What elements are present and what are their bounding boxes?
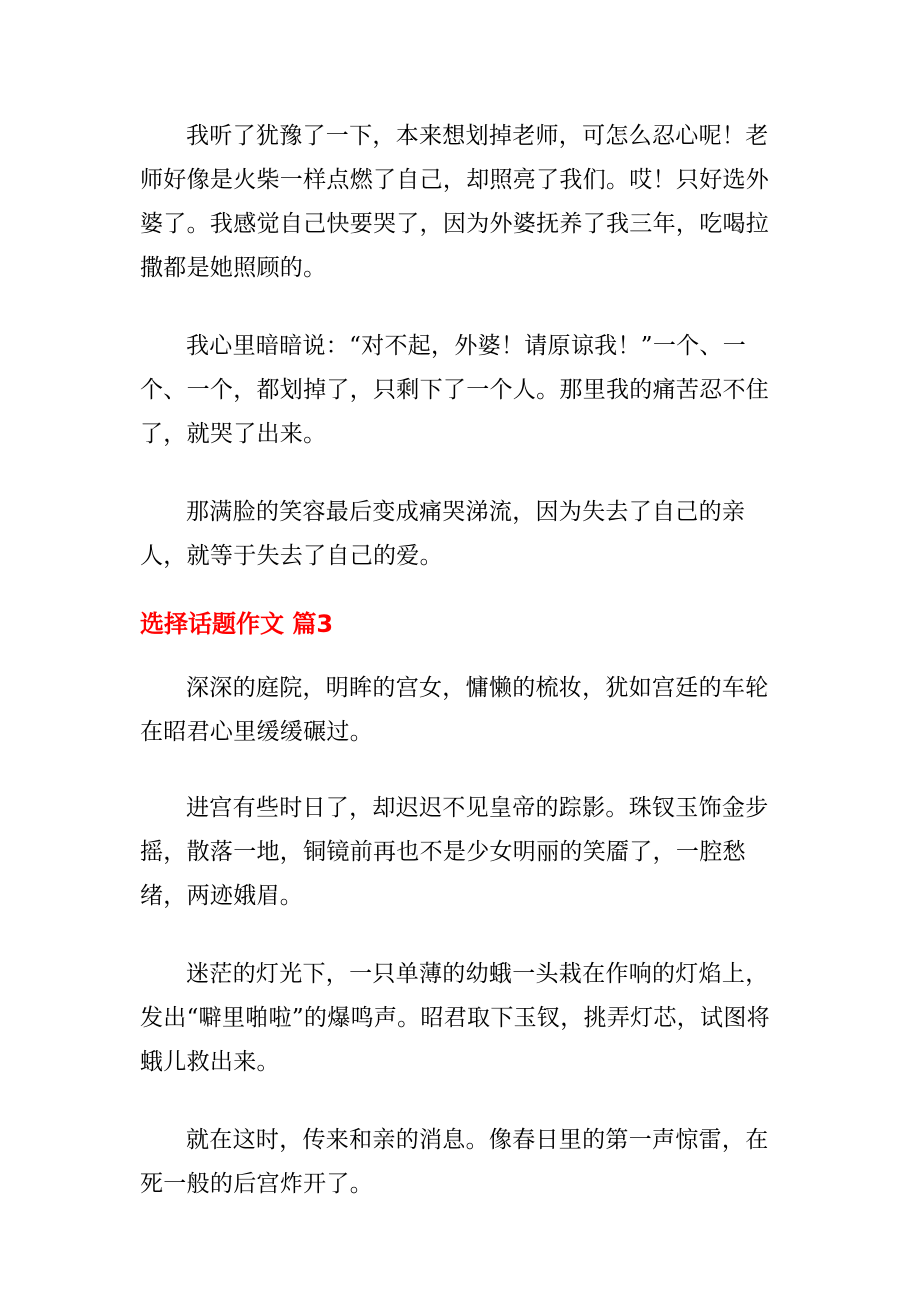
paragraph-5: 进宫有些时日了，却迟迟不见皇帝的踪影。珠钗玉饰金步摇，散落一地，铜镜前再也不是少女明丽的笑靥了，一腔愁绪，两迹娥眉。 bbox=[140, 795, 769, 909]
section-heading: 选择话题作文 篇3 bbox=[140, 610, 334, 638]
paragraph-7: 就在这时，传来和亲的消息。像春日里的第一声惊雷，在死一般的后宫炸开了。 bbox=[140, 1127, 769, 1197]
paragraph-2: 我心里暗暗说：“对不起，外婆！请原谅我！”一个、一个、一个，都划掉了，只剩下了一个人。那里我的痛苦忍不住了，就哭了出来。 bbox=[140, 333, 770, 447]
paragraph-3: 那满脸的笑容最后变成痛哭涕流，因为失去了自己的亲人，就等于失去了自己的爱。 bbox=[140, 499, 746, 569]
paragraph-6: 迷茫的灯光下，一只单薄的幼蛾一头栽在作响的灯焰上，发出“噼里啪啦”的爆鸣声。昭君取下玉钗，挑弄灯芯，试图将蛾儿救出来。 bbox=[140, 961, 770, 1075]
paragraph-1: 我听了犹豫了一下，本来想划掉老师，可怎么忍心呢！老师好像是火柴一样点燃了自己，却照亮了我们。哎！只好选外婆了。我感觉自己快要哭了，因为外婆抚养了我三年，吃喝拉撒都是她照顾的。 bbox=[140, 123, 770, 281]
paragraph-4: 深深的庭院，明眸的宫女，慵懒的梳妆，犹如宫廷的车轮在昭君心里缓缓碾过。 bbox=[140, 675, 769, 745]
